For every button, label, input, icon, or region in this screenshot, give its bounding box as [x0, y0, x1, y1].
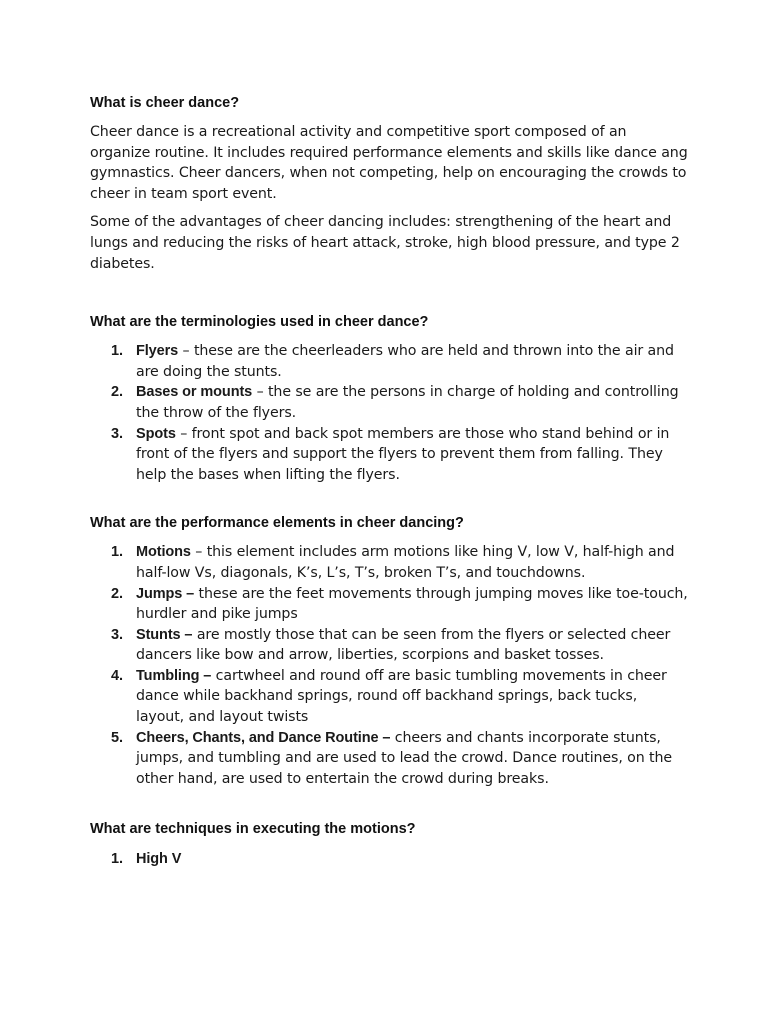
list-item-term: Cheers, Chants, and Dance Routine –	[136, 729, 391, 746]
list-item-text: cheers and chants incorporate stunts, jumps, and tumbling and are used to lead the crowd. Dance routines, on the other hand, are used to entertain the crowd during breaks.	[136, 729, 673, 787]
list-item-number: 3.	[111, 425, 123, 442]
list-item-number: 2.	[111, 585, 123, 602]
list-item-term: Tumbling –	[136, 667, 212, 684]
section-heading-performance-elements: What are the performance elements in cheer dancing?	[90, 515, 464, 532]
list-item-term: High V	[136, 851, 182, 868]
list-item-number: 1.	[111, 851, 123, 868]
list-item	[90, 728, 688, 790]
list-item	[90, 341, 688, 382]
list-item-number: 2.	[111, 384, 123, 401]
list-item-text: – the se are the persons in charge of holding and controlling the throw of the flyers.	[136, 384, 679, 421]
list-item-text: cartwheel and round off are basic tumbling movements in cheer dance while backhand springs, round off backhand springs, back tucks, layout, and layout twists	[136, 667, 667, 726]
list-item	[90, 382, 688, 423]
list-item-term: Jumps –	[136, 585, 195, 602]
list-item-number: 5.	[111, 729, 123, 746]
section-heading-what-is-cheer-dance: What is cheer dance?	[90, 95, 240, 111]
performance-elements-list	[90, 542, 688, 789]
list-item-text: are mostly those that can be seen from the flyers or selected cheer dancers like bow and arrow, liberties, scorpions and basket tosses.	[136, 626, 671, 664]
list-item	[90, 424, 688, 486]
list-item-term: Stunts –	[136, 626, 193, 643]
list-item-text: – front spot and back spot members are those who stand behind or in front of the flyers and support the flyers to prevent them from falling. They help the bases when lifting the flyers.	[136, 425, 670, 483]
list-item-term: Bases or mounts	[136, 384, 253, 401]
paragraph-advantages: Some of the advantages of cheer dancing includes: strengthening of the heart and lungs and reducing the risks of heart attack, stroke, high blood pressure, and type 2 diabetes.	[90, 214, 680, 272]
list-item-text: these are the feet movements through jumping moves like toe-touch, hurdler and pike jumps	[136, 585, 688, 623]
list-item-number: 1.	[111, 343, 123, 360]
list-item-term: Spots	[136, 425, 176, 442]
list-item-term: Flyers	[136, 343, 179, 360]
list-item-number: 3.	[111, 626, 123, 643]
paragraph-definition: Cheer dance is a recreational activity and competitive sport composed of an organize routine. It includes required performance elements and skills like dance ang gymnastics. Cheer dancers, when not competing, help on encouraging the crowds to cheer in team sport event.	[90, 124, 688, 202]
section-heading-terminologies: What are the terminologies used in cheer dance?	[90, 314, 429, 331]
list-item	[90, 584, 688, 625]
list-item-number: 1.	[111, 544, 123, 561]
list-item-term: Motions	[136, 544, 191, 561]
list-item	[90, 542, 688, 583]
terminologies-list	[90, 341, 688, 485]
list-item-number: 4.	[111, 667, 123, 684]
section-heading-motion-techniques: What are techniques in executing the motions?	[90, 821, 416, 838]
motion-techniques-list	[90, 849, 688, 870]
list-item-text: – this element includes arm motions like hing V, low V, half-high and half-low Vs, diagonals, K’s, L’s, T’s, broken T’s, and touchdowns.	[136, 544, 675, 581]
list-item	[90, 666, 688, 728]
list-item	[90, 849, 688, 870]
list-item	[90, 625, 688, 666]
list-item-text: – these are the cheerleaders who are held and thrown into the air and are doing the stunts.	[136, 343, 674, 380]
